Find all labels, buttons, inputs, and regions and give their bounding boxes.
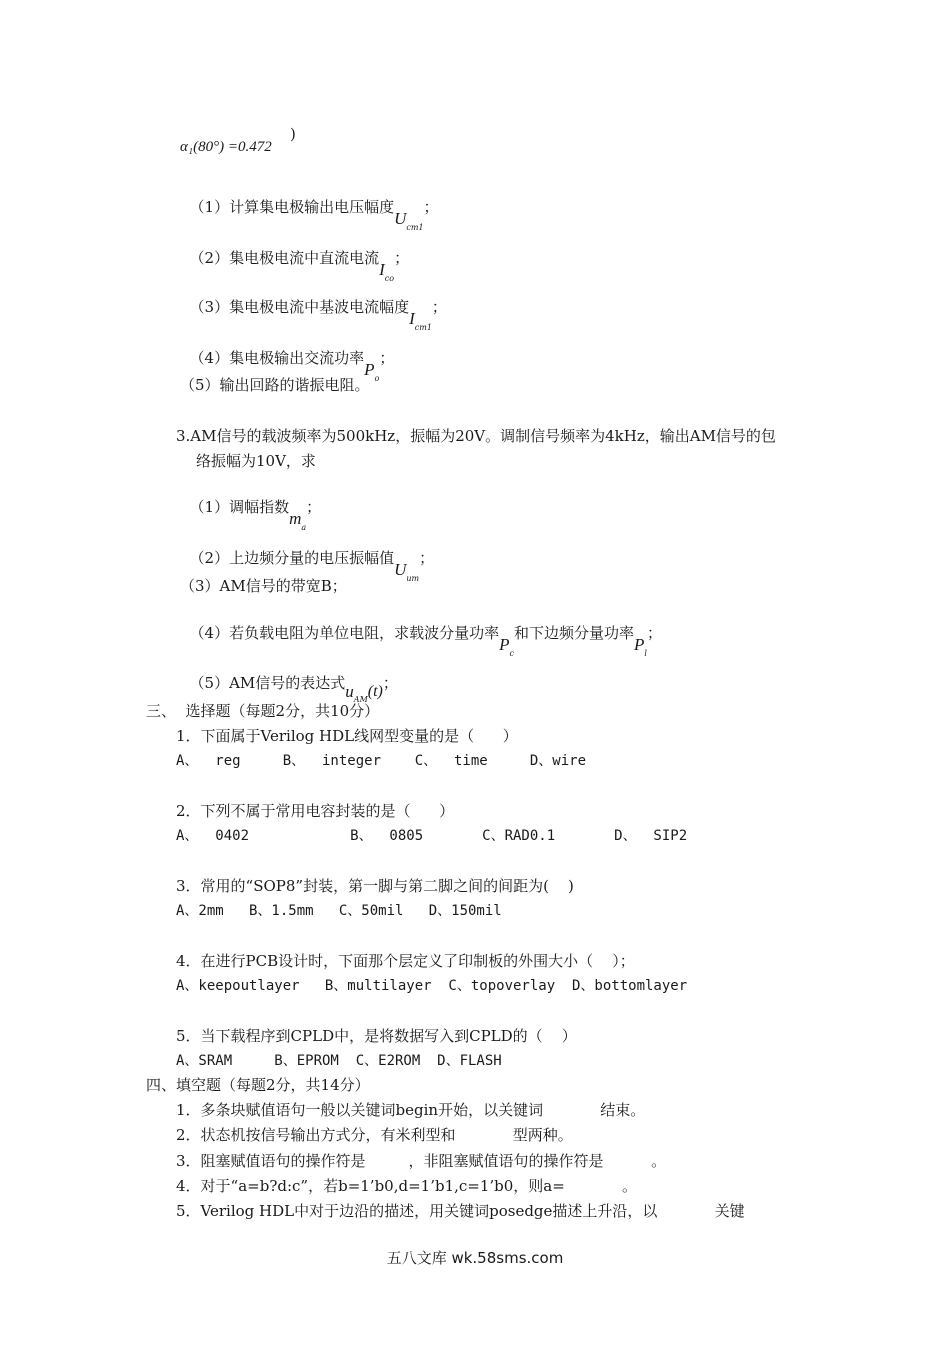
- subscript: co: [384, 274, 395, 283]
- fill-q1: 1．多条块赋值语句一般以关键词begin开始，以关键词 结束。: [176, 1101, 646, 1119]
- q2-item-text: （2）集电极电流中直流电流: [189, 249, 380, 267]
- symbol: P: [499, 635, 510, 654]
- symbol: U: [394, 209, 407, 228]
- subscript: cm1: [414, 323, 432, 332]
- q2-item-end: ；: [379, 349, 395, 367]
- q3-item-3: （3）AM信号的带宽B；: [180, 577, 347, 595]
- q2-item-2: [180, 228, 410, 283]
- choice-q3: 3．常用的“SOP8”封装，第一脚与第二脚之间的间距为( ): [176, 877, 574, 895]
- subscript: a: [301, 523, 307, 532]
- fill-q4: 4．对于“a=b?d:c”，若b=1’b0,d=1’b1,c=1’b0，则a= 。: [176, 1177, 638, 1195]
- q3-item-5: [180, 653, 398, 704]
- footer-watermark: 五八文库 wk.58sms.com: [386, 1249, 564, 1267]
- q2-item-1: [180, 177, 439, 232]
- q3-intro-line1: 3.AM信号的载波频率为500kHz，振幅为20V。调制信号频率为4kHz，输出AM信号的包: [176, 427, 776, 445]
- q3-item-end: ；: [419, 549, 435, 567]
- q2-item-text: （4）集电极输出交流功率: [189, 349, 365, 367]
- q2-item-end: ；: [394, 249, 410, 267]
- symbol: P: [633, 635, 645, 654]
- q3-item-end: ；: [646, 624, 662, 642]
- subscript: c: [509, 649, 514, 658]
- symbol: u: [345, 682, 354, 701]
- symbol: I: [379, 260, 385, 279]
- symbol: U: [394, 560, 407, 579]
- q3-item-4: [180, 603, 662, 658]
- q2-item-5: （5）输出回路的谐振电阻。: [180, 376, 370, 394]
- symbol: P: [364, 360, 375, 379]
- alpha-formula: α₁(80°) =0.472: [180, 139, 272, 155]
- choice-q1: 1．下面属于Verilog HDL线网型变量的是（ ）: [176, 727, 518, 745]
- choice-q1-options: A、 reg B、 integer C、 time D、wire: [176, 753, 587, 769]
- q3-intro-line2: 络振幅为10V，求: [196, 452, 316, 470]
- q3-item-text: （5）AM信号的表达式: [189, 674, 346, 692]
- choice-q4-options: A、keepoutlayer B、multilayer C、topoverlay D、bottomlayer: [176, 978, 688, 994]
- section-4-title: 四、填空题（每题2分，共14分）: [146, 1076, 370, 1094]
- q3-item-mid: 和下边频分量功率: [513, 624, 634, 642]
- q2-item-4: [180, 328, 395, 383]
- symbol-tail: (t): [367, 683, 383, 700]
- choice-q5-options: A、SRAM B、EPROM C、E2ROM D、FLASH: [176, 1053, 502, 1069]
- subscript: AM: [353, 695, 368, 704]
- q2-item-text: （3）集电极电流中基波电流幅度: [189, 298, 410, 316]
- q3-item-text: （1）调幅指数: [189, 498, 290, 516]
- formula-paren: ): [290, 125, 296, 143]
- q2-item-end: ；: [423, 198, 439, 216]
- symbol: m: [289, 509, 302, 528]
- q3-item-end: ；: [382, 674, 398, 692]
- q3-item-text: （2）上边频分量的电压振幅值: [189, 549, 395, 567]
- q2-item-3: [180, 277, 447, 332]
- choice-q2: 2．下列不属于常用电容封装的是（ ）: [176, 802, 455, 820]
- subscript: l: [644, 649, 647, 658]
- q3-item-2: [180, 528, 435, 583]
- subscript: cm1: [406, 223, 424, 232]
- choice-q3-options: A、2mm B、1.5mm C、50mil D、150mil: [176, 903, 502, 919]
- q3-item-end: ；: [306, 498, 322, 516]
- q2-item-text: （1）计算集电极输出电压幅度: [189, 198, 395, 216]
- fill-q3: 3．阻塞赋值语句的操作符是 ，非阻塞赋值语句的操作符是 。: [176, 1152, 667, 1170]
- subscript: um: [406, 574, 420, 583]
- choice-q5: 5．当下载程序到CPLD中，是将数据写入到CPLD的（ ）: [176, 1027, 577, 1045]
- choice-q2-options: A、 0402 B、 0805 C、RAD0.1 D、 SIP2: [176, 828, 688, 844]
- fill-q5: 5．Verilog HDL中对于边沿的描述，用关键词posedge描述上升沿，以 关键: [176, 1202, 745, 1220]
- section-3-title: 三、 选择题（每题2分，共10分）: [146, 702, 380, 720]
- q2-item-end: ；: [431, 298, 447, 316]
- symbol: I: [409, 309, 415, 328]
- fill-q2: 2．状态机按信号输出方式分，有米利型和 型两种。: [176, 1126, 573, 1144]
- q3-item-1: [180, 477, 322, 532]
- subscript: o: [374, 374, 380, 383]
- choice-q4: 4．在进行PCB设计时，下面那个层定义了印制板的外围大小（ ）；: [176, 952, 635, 970]
- q3-item-text: （4）若负载电阻为单位电阻，求载波分量功率: [189, 624, 500, 642]
